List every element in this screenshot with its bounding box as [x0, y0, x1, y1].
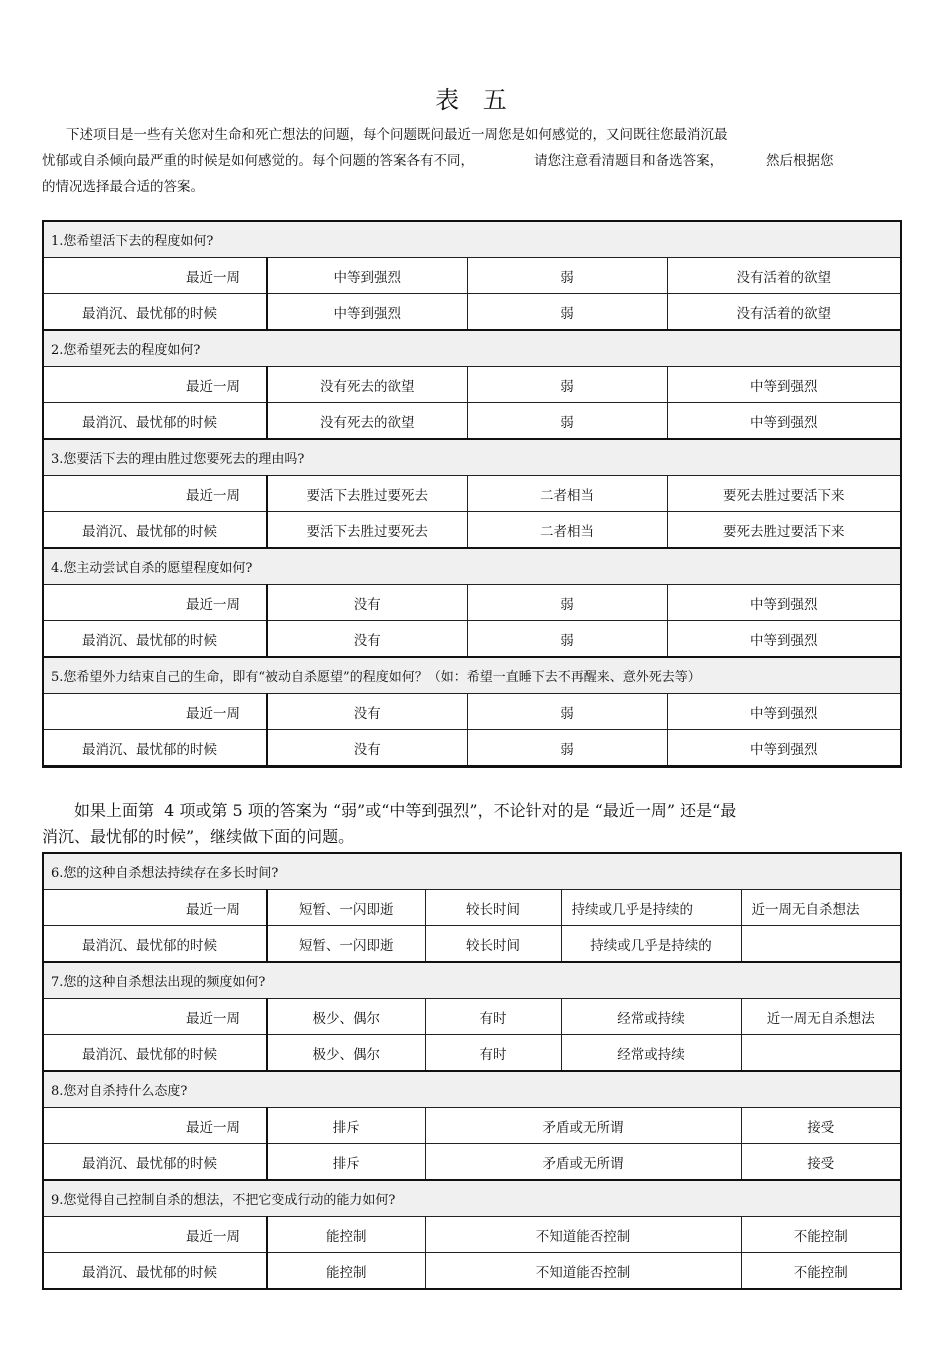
answer-option: 要死去胜过要活下来: [667, 512, 901, 549]
period-label: 最消沉、最忧郁的时候: [43, 294, 267, 331]
answer-option: 不能控制: [741, 1253, 901, 1290]
answer-option: 经常或持续: [561, 1035, 741, 1072]
answer-row-recent: [43, 999, 901, 1035]
answer-option: 较长时间: [425, 926, 561, 963]
answer-option: 没有: [267, 585, 467, 621]
answer-option: 不知道能否控制: [425, 1217, 741, 1253]
answer-option: 中等到强烈: [267, 258, 467, 294]
period-label: 最消沉、最忧郁的时候: [43, 1144, 267, 1181]
answer-option: 短暂、一闪即逝: [267, 926, 425, 963]
period-label: 最近一周: [43, 1217, 267, 1253]
answer-option: 弱: [467, 403, 667, 440]
answer-row-worst: [43, 730, 901, 767]
answer-option: 要死去胜过要活下来: [667, 476, 901, 512]
answer-option: 弱: [467, 621, 667, 658]
instruction-line-2: 消沉、最忧郁的时候”，继续做下面的问题。: [42, 827, 355, 846]
question-row: [43, 853, 901, 890]
answer-option: 矛盾或无所谓: [425, 1144, 741, 1181]
answer-option: 弱: [467, 367, 667, 403]
question-text: 9.您觉得自己控制自杀的想法，不把它变成行动的能力如何?: [43, 1180, 901, 1217]
answer-row-recent: [43, 258, 901, 294]
answer-option: 较长时间: [425, 890, 561, 926]
intro-line-1: 下述项目是一些有关您对生命和死亡想法的问题，每个问题既问最近一周您是如何感觉的，又问既往您最消沉最: [66, 127, 728, 143]
answer-row-worst: [43, 621, 901, 658]
answer-row-worst: [43, 1144, 901, 1181]
answer-row-recent: [43, 476, 901, 512]
answer-option: 经常或持续: [561, 999, 741, 1035]
question-text: 3.您要活下去的理由胜过您要死去的理由吗?: [43, 439, 901, 476]
period-label: 最近一周: [43, 476, 267, 512]
intro-line-3: 的情况选择最合适的答案。: [42, 179, 204, 195]
question-row: [43, 1180, 901, 1217]
answer-option: 不知道能否控制: [425, 1253, 741, 1290]
answer-option: 中等到强烈: [667, 403, 901, 440]
answer-row-worst: [43, 1035, 901, 1072]
question-text: 4.您主动尝试自杀的愿望程度如何?: [43, 548, 901, 585]
question-text: 5.您希望外力结束自己的生命，即有“被动自杀愿望”的程度如何？（如：希望一直睡下去不再醒来、意外死去等）: [43, 657, 901, 694]
period-label: 最消沉、最忧郁的时候: [43, 1253, 267, 1290]
question-row: [43, 439, 901, 476]
period-label: 最近一周: [43, 694, 267, 730]
period-label: 最近一周: [43, 1108, 267, 1144]
question-row: [43, 330, 901, 367]
answer-row-worst: [43, 403, 901, 440]
answer-option: 排斥: [267, 1108, 425, 1144]
question-row: [43, 1071, 901, 1108]
questionnaire-table-2: [42, 852, 902, 1290]
answer-row-worst: [43, 512, 901, 549]
answer-option: 排斥: [267, 1144, 425, 1181]
answer-row-recent: [43, 694, 901, 730]
answer-option: 有时: [425, 1035, 561, 1072]
question-text: 8.您对自杀持什么态度?: [43, 1071, 901, 1108]
answer-option: 弱: [467, 585, 667, 621]
question-row: [43, 548, 901, 585]
instruction-paragraph: [42, 798, 902, 850]
answer-option: 矛盾或无所谓: [425, 1108, 741, 1144]
answer-option: 没有: [267, 730, 467, 767]
answer-option: 二者相当: [467, 512, 667, 549]
questionnaire-table-1: [42, 220, 902, 768]
period-label: 最消沉、最忧郁的时候: [43, 403, 267, 440]
answer-option: 极少、偶尔: [267, 999, 425, 1035]
question-row: [43, 962, 901, 999]
period-label: 最近一周: [43, 585, 267, 621]
answer-option: 弱: [467, 694, 667, 730]
answer-option: 要活下去胜过要死去: [267, 476, 467, 512]
answer-row-recent: [43, 585, 901, 621]
period-label: 最消沉、最忧郁的时候: [43, 621, 267, 658]
period-label: 最消沉、最忧郁的时候: [43, 512, 267, 549]
question-row: [43, 657, 901, 694]
answer-row-recent: [43, 890, 901, 926]
answer-option: 短暂、一闪即逝: [267, 890, 425, 926]
answer-option: 能控制: [267, 1217, 425, 1253]
answer-row-worst: [43, 294, 901, 331]
answer-option: 近一周无自杀想法: [741, 999, 901, 1035]
answer-option: 中等到强烈: [667, 730, 901, 767]
answer-option: 能控制: [267, 1253, 425, 1290]
question-text: 1.您希望活下去的程度如何?: [43, 221, 901, 258]
answer-option: 极少、偶尔: [267, 1035, 425, 1072]
answer-row-recent: [43, 1108, 901, 1144]
answer-option: 弱: [467, 730, 667, 767]
answer-option: 中等到强烈: [667, 694, 901, 730]
answer-option: 中等到强烈: [667, 367, 901, 403]
period-label: 最消沉、最忧郁的时候: [43, 926, 267, 963]
answer-row-recent: [43, 1217, 901, 1253]
period-label: 最消沉、最忧郁的时候: [43, 1035, 267, 1072]
answer-option: 弱: [467, 294, 667, 331]
answer-option: 弱: [467, 258, 667, 294]
answer-row-recent: [43, 367, 901, 403]
answer-option: 持续或几乎是持续的: [561, 890, 741, 926]
intro-line-2: 忧郁或自杀倾向最严重的时候是如何感觉的。每个问题的答案各有不同， 请您注意看清题目和备选答案， 然后根据您: [42, 153, 834, 169]
answer-option: 二者相当: [467, 476, 667, 512]
answer-row-worst: [43, 1253, 901, 1290]
answer-option: 中等到强烈: [667, 585, 901, 621]
instruction-line-1: 如果上面第 4 项或第 5 项的答案为 “弱”或“中等到强烈”，不论针对的是 “最近一周” 还是“最: [74, 801, 737, 820]
answer-option: 要活下去胜过要死去: [267, 512, 467, 549]
answer-option: 中等到强烈: [267, 294, 467, 331]
answer-option: 没有: [267, 694, 467, 730]
question-text: 6.您的这种自杀想法持续存在多长时间?: [43, 853, 901, 890]
answer-option: 没有: [267, 621, 467, 658]
answer-row-worst: [43, 926, 901, 963]
question-text: 7.您的这种自杀想法出现的频度如何?: [43, 962, 901, 999]
period-label: 最近一周: [43, 367, 267, 403]
answer-option: 持续或几乎是持续的: [561, 926, 741, 963]
answer-option: 没有活着的欲望: [667, 294, 901, 331]
page-title: 表 五: [435, 86, 515, 114]
answer-option: [741, 926, 901, 963]
answer-option: 不能控制: [741, 1217, 901, 1253]
period-label: 最近一周: [43, 258, 267, 294]
period-label: 最消沉、最忧郁的时候: [43, 730, 267, 767]
question-row: [43, 221, 901, 258]
answer-option: [741, 1035, 901, 1072]
answer-option: 有时: [425, 999, 561, 1035]
period-label: 最近一周: [43, 890, 267, 926]
answer-option: 没有活着的欲望: [667, 258, 901, 294]
answer-option: 接受: [741, 1144, 901, 1181]
answer-option: 近一周无自杀想法: [741, 890, 901, 926]
answer-option: 中等到强烈: [667, 621, 901, 658]
intro-paragraph: [42, 122, 902, 200]
answer-option: 没有死去的欲望: [267, 403, 467, 440]
answer-option: 接受: [741, 1108, 901, 1144]
period-label: 最近一周: [43, 999, 267, 1035]
answer-option: 没有死去的欲望: [267, 367, 467, 403]
question-text: 2.您希望死去的程度如何?: [43, 330, 901, 367]
